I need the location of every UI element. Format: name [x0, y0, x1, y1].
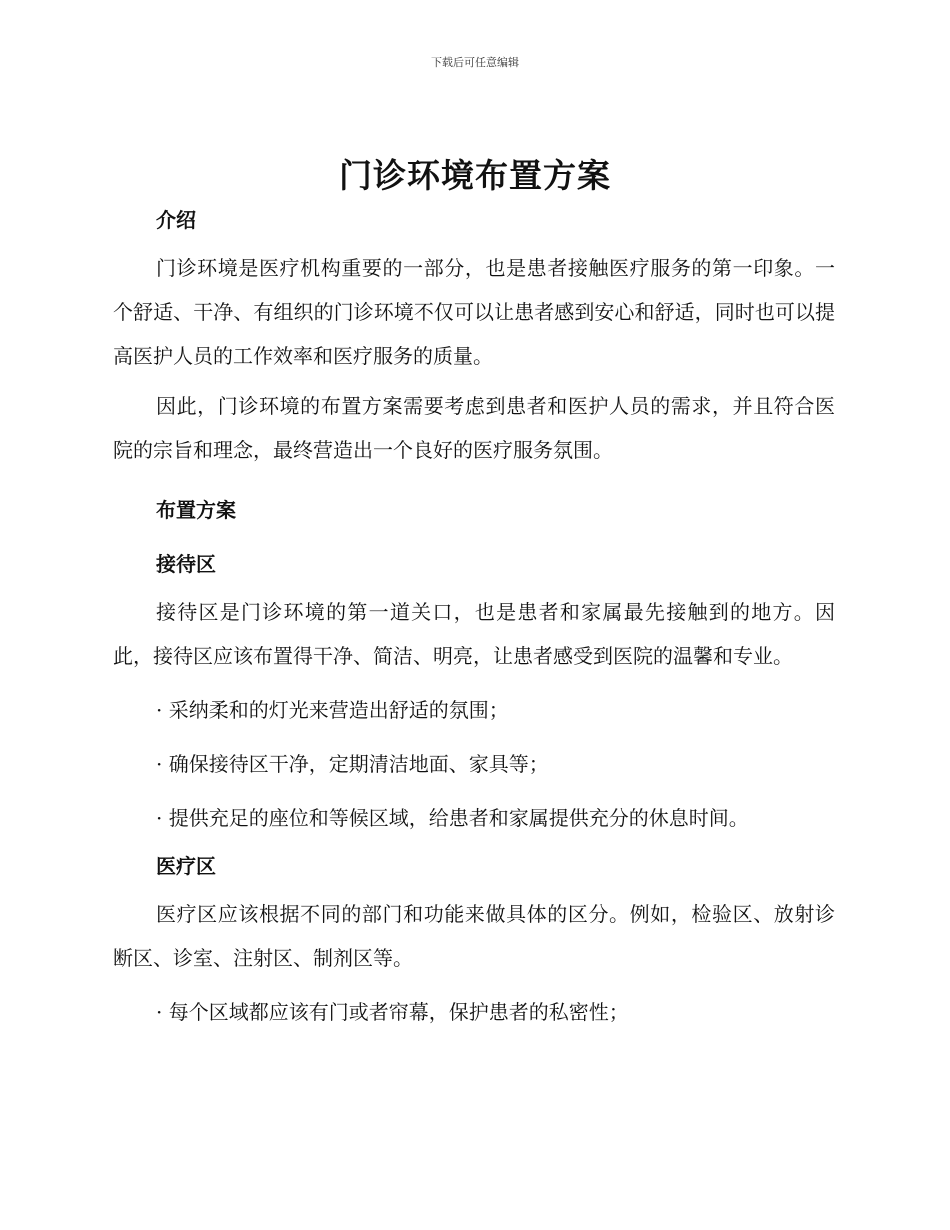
- section-heading-medical: 医疗区: [156, 854, 216, 878]
- reception-paragraph: 接待区是门诊环境的第一道关口，也是患者和家属最先接触到的地方。因此，接待区应该布置得干净、简洁、明亮，让患者感受到医院的温馨和专业。: [113, 600, 835, 668]
- section-heading-intro: 介绍: [156, 208, 196, 232]
- medical-bullet: · 每个区域都应该有门或者帘幕，保护患者的私密性；: [156, 1000, 629, 1024]
- intro-paragraph-2: 因此，门诊环境的布置方案需要考虑到患者和医护人员的需求，并且符合医院的宗旨和理念，最终营造出一个良好的医疗服务氛围。: [113, 394, 835, 462]
- intro-paragraph-1: 门诊环境是医疗机构重要的一部分，也是患者接触医疗服务的第一印象。一个舒适、干净、有组织的门诊环境不仅可以让患者感到安心和舒适，同时也可以提高医护人员的工作效率和医疗服务的质量。: [113, 256, 835, 368]
- section-heading-plan: 布置方案: [156, 498, 236, 522]
- reception-bullet: · 提供充足的座位和等候区域，给患者和家属提供充分的休息时间。: [156, 806, 749, 830]
- reception-bullet: · 采纳柔和的灯光来营造出舒适的氛围；: [156, 698, 509, 722]
- document-body: [113, 204, 835, 1034]
- reception-bullet: · 确保接待区干净，定期清洁地面、家具等；: [156, 752, 549, 776]
- section-heading-reception: 接待区: [156, 552, 216, 576]
- document-title: 门诊环境布置方案: [339, 156, 611, 195]
- medical-paragraph: 医疗区应该根据不同的部门和功能来做具体的区分。例如，检验区、放射诊断区、诊室、注射区、制剂区等。: [113, 902, 835, 970]
- page-header: 下载后可任意编辑: [431, 56, 519, 69]
